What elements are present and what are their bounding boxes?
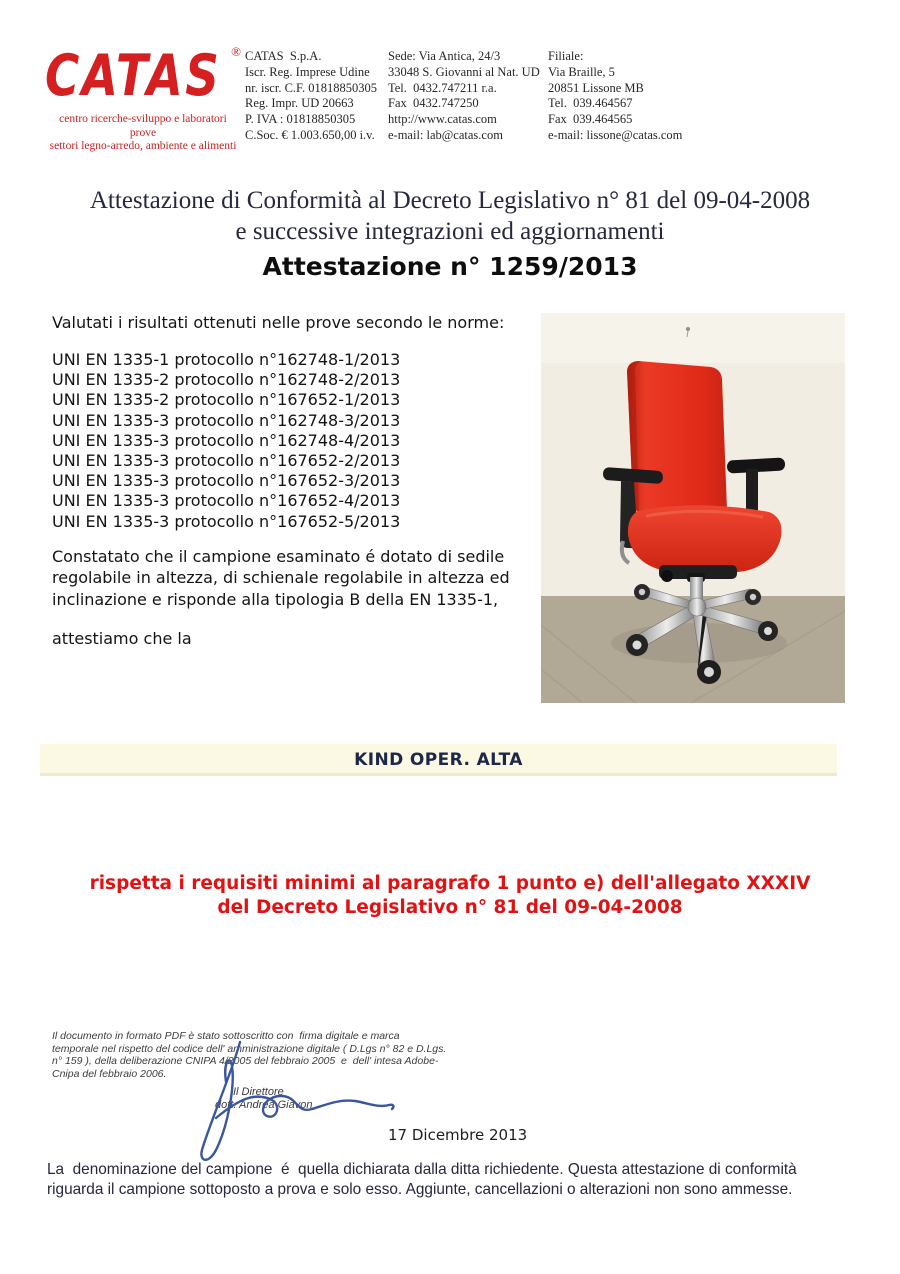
company-line: Reg. Impr. UD 20663 bbox=[245, 96, 354, 111]
email-lissone: e-mail: lissone@catas.com bbox=[548, 127, 683, 142]
attest-intro: attestiamo che la bbox=[52, 628, 192, 648]
signer-name: dott. Andrea Giavon bbox=[215, 1099, 313, 1111]
company-registration-info bbox=[245, 49, 377, 144]
disclaimer-line: n° 159 ), della deliberazione CNIPA 4/2005 del febbraio 2005 e dell' intesa Adobe- bbox=[52, 1055, 439, 1068]
verdict-line1: rispetta i requisiti minimi al paragrafo 1 punto e) dell'allegato XXXIV bbox=[89, 873, 811, 894]
registered-trademark-icon: ® bbox=[231, 44, 241, 59]
filiale-line: Fax 039.464565 bbox=[548, 112, 633, 127]
chair-photo-illustration bbox=[541, 313, 845, 703]
catas-logo-mark bbox=[45, 43, 241, 110]
disclaimer-line: temporale nel rispetto del codice dell' amministrazione digitale ( D.Lgs n° 82 e D.Lgs. bbox=[52, 1042, 447, 1055]
title-line1: Attestazione di Conformità al Decreto Legislativo n° 81 del 09-04-2008 bbox=[89, 187, 811, 214]
title-line2: e successive integrazioni ed aggiornamenti bbox=[235, 218, 665, 245]
catas-logo bbox=[45, 43, 241, 154]
company-line: P. IVA : 01818850305 bbox=[245, 112, 356, 127]
tagline-line1: centro ricerche-sviluppo e laboratori prove bbox=[59, 113, 227, 139]
chair-photo bbox=[541, 313, 845, 703]
verdict-line2: del Decreto Legislativo n° 81 del 09-04-2008 bbox=[217, 897, 683, 918]
catas-logo-text: CATAS bbox=[45, 43, 222, 109]
filiale-line: Filiale: bbox=[548, 49, 584, 63]
sample-name-band bbox=[40, 744, 837, 776]
company-line: C.Soc. € 1.003.650,00 i.v. bbox=[245, 127, 375, 142]
catas-logo-tagline bbox=[45, 113, 241, 154]
protocol-item: UNI EN 1335-3 protocollo n°167652-2/2013 bbox=[52, 451, 401, 471]
company-line: Iscr. Reg. Imprese Udine bbox=[245, 64, 370, 79]
footer-note bbox=[47, 1160, 873, 1199]
email-lab: e-mail: lab@catas.com bbox=[388, 127, 503, 142]
sede-line: Sede: Via Antica, 24/3 bbox=[388, 49, 501, 63]
attestation-number: Attestazione n° 1259/2013 bbox=[262, 252, 638, 281]
protocol-item: UNI EN 1335-2 protocollo n°162748-2/2013 bbox=[52, 370, 401, 390]
sample-name: KIND OPER. ALTA bbox=[354, 750, 523, 770]
protocol-item: UNI EN 1335-1 protocollo n°162748-1/2013 bbox=[52, 350, 401, 369]
protocol-item: UNI EN 1335-3 protocollo n°167652-3/2013 bbox=[52, 471, 401, 491]
tagline-line2: settori legno-arredo, ambiente e alimenti bbox=[49, 140, 237, 152]
chair-backrest bbox=[627, 361, 727, 519]
protocol-item: UNI EN 1335-3 protocollo n°167652-5/2013 bbox=[52, 511, 401, 531]
branch-office-info bbox=[548, 49, 682, 144]
sede-line: Tel. 0432.747211 r.a. bbox=[388, 80, 497, 95]
filiale-line: Tel. 039.464567 bbox=[548, 96, 633, 111]
website-url: http://www.catas.com bbox=[388, 112, 497, 127]
footer-line1: La denominazione del campione é quella dichiarata dalla ditta richiedente. Questa attestazione di conformità bbox=[47, 1161, 797, 1178]
head-office-info bbox=[388, 49, 540, 144]
document-title bbox=[0, 185, 900, 281]
protocol-item: UNI EN 1335-3 protocollo n°167652-4/2013 bbox=[52, 491, 401, 511]
disclaimer-line: Cnipa del febbraio 2006. bbox=[52, 1067, 167, 1080]
digital-signature-disclaimer bbox=[52, 1030, 447, 1080]
filiale-line: 20851 Lissone MB bbox=[548, 80, 644, 95]
sede-line: Fax 0432.747250 bbox=[388, 96, 479, 111]
signer-role: Il Direttore bbox=[233, 1086, 284, 1098]
footer-line2: riguarda il campione sottoposto a prova e solo esso. Aggiunte, cancellazioni o alterazioni non sono ammesse. bbox=[47, 1180, 793, 1198]
disclaimer-line: Il documento in formato PDF è stato sottoscritto con firma digitale e marca bbox=[52, 1030, 400, 1042]
company-line: CATAS S.p.A. bbox=[245, 49, 322, 63]
body-text bbox=[52, 312, 530, 649]
protocol-item: UNI EN 1335-2 protocollo n°167652-1/2013 bbox=[52, 390, 401, 410]
filiale-line: Via Braille, 5 bbox=[548, 64, 615, 79]
conformity-verdict bbox=[30, 872, 870, 920]
protocol-list bbox=[52, 350, 530, 532]
sede-line: 33048 S. Giovanni al Nat. UD bbox=[388, 64, 540, 79]
protocol-item: UNI EN 1335-3 protocollo n°162748-4/2013 bbox=[52, 430, 401, 450]
letterhead bbox=[45, 43, 865, 152]
issue-date: 17 Dicembre 2013 bbox=[388, 1126, 528, 1144]
intro-paragraph: Valutati i risultati ottenuti nelle prove secondo le norme: bbox=[52, 313, 505, 332]
company-line: nr. iscr. C.F. 01818850305 bbox=[245, 80, 377, 95]
protocol-item: UNI EN 1335-3 protocollo n°162748-3/2013 bbox=[52, 410, 401, 430]
finding-paragraph: Constatato che il campione esaminato é dotato di sedile regolabile in altezza, di schienale regolabile in altezza ed inclinazione e risponde alla tipologia B della EN 1335-1, bbox=[52, 546, 510, 610]
